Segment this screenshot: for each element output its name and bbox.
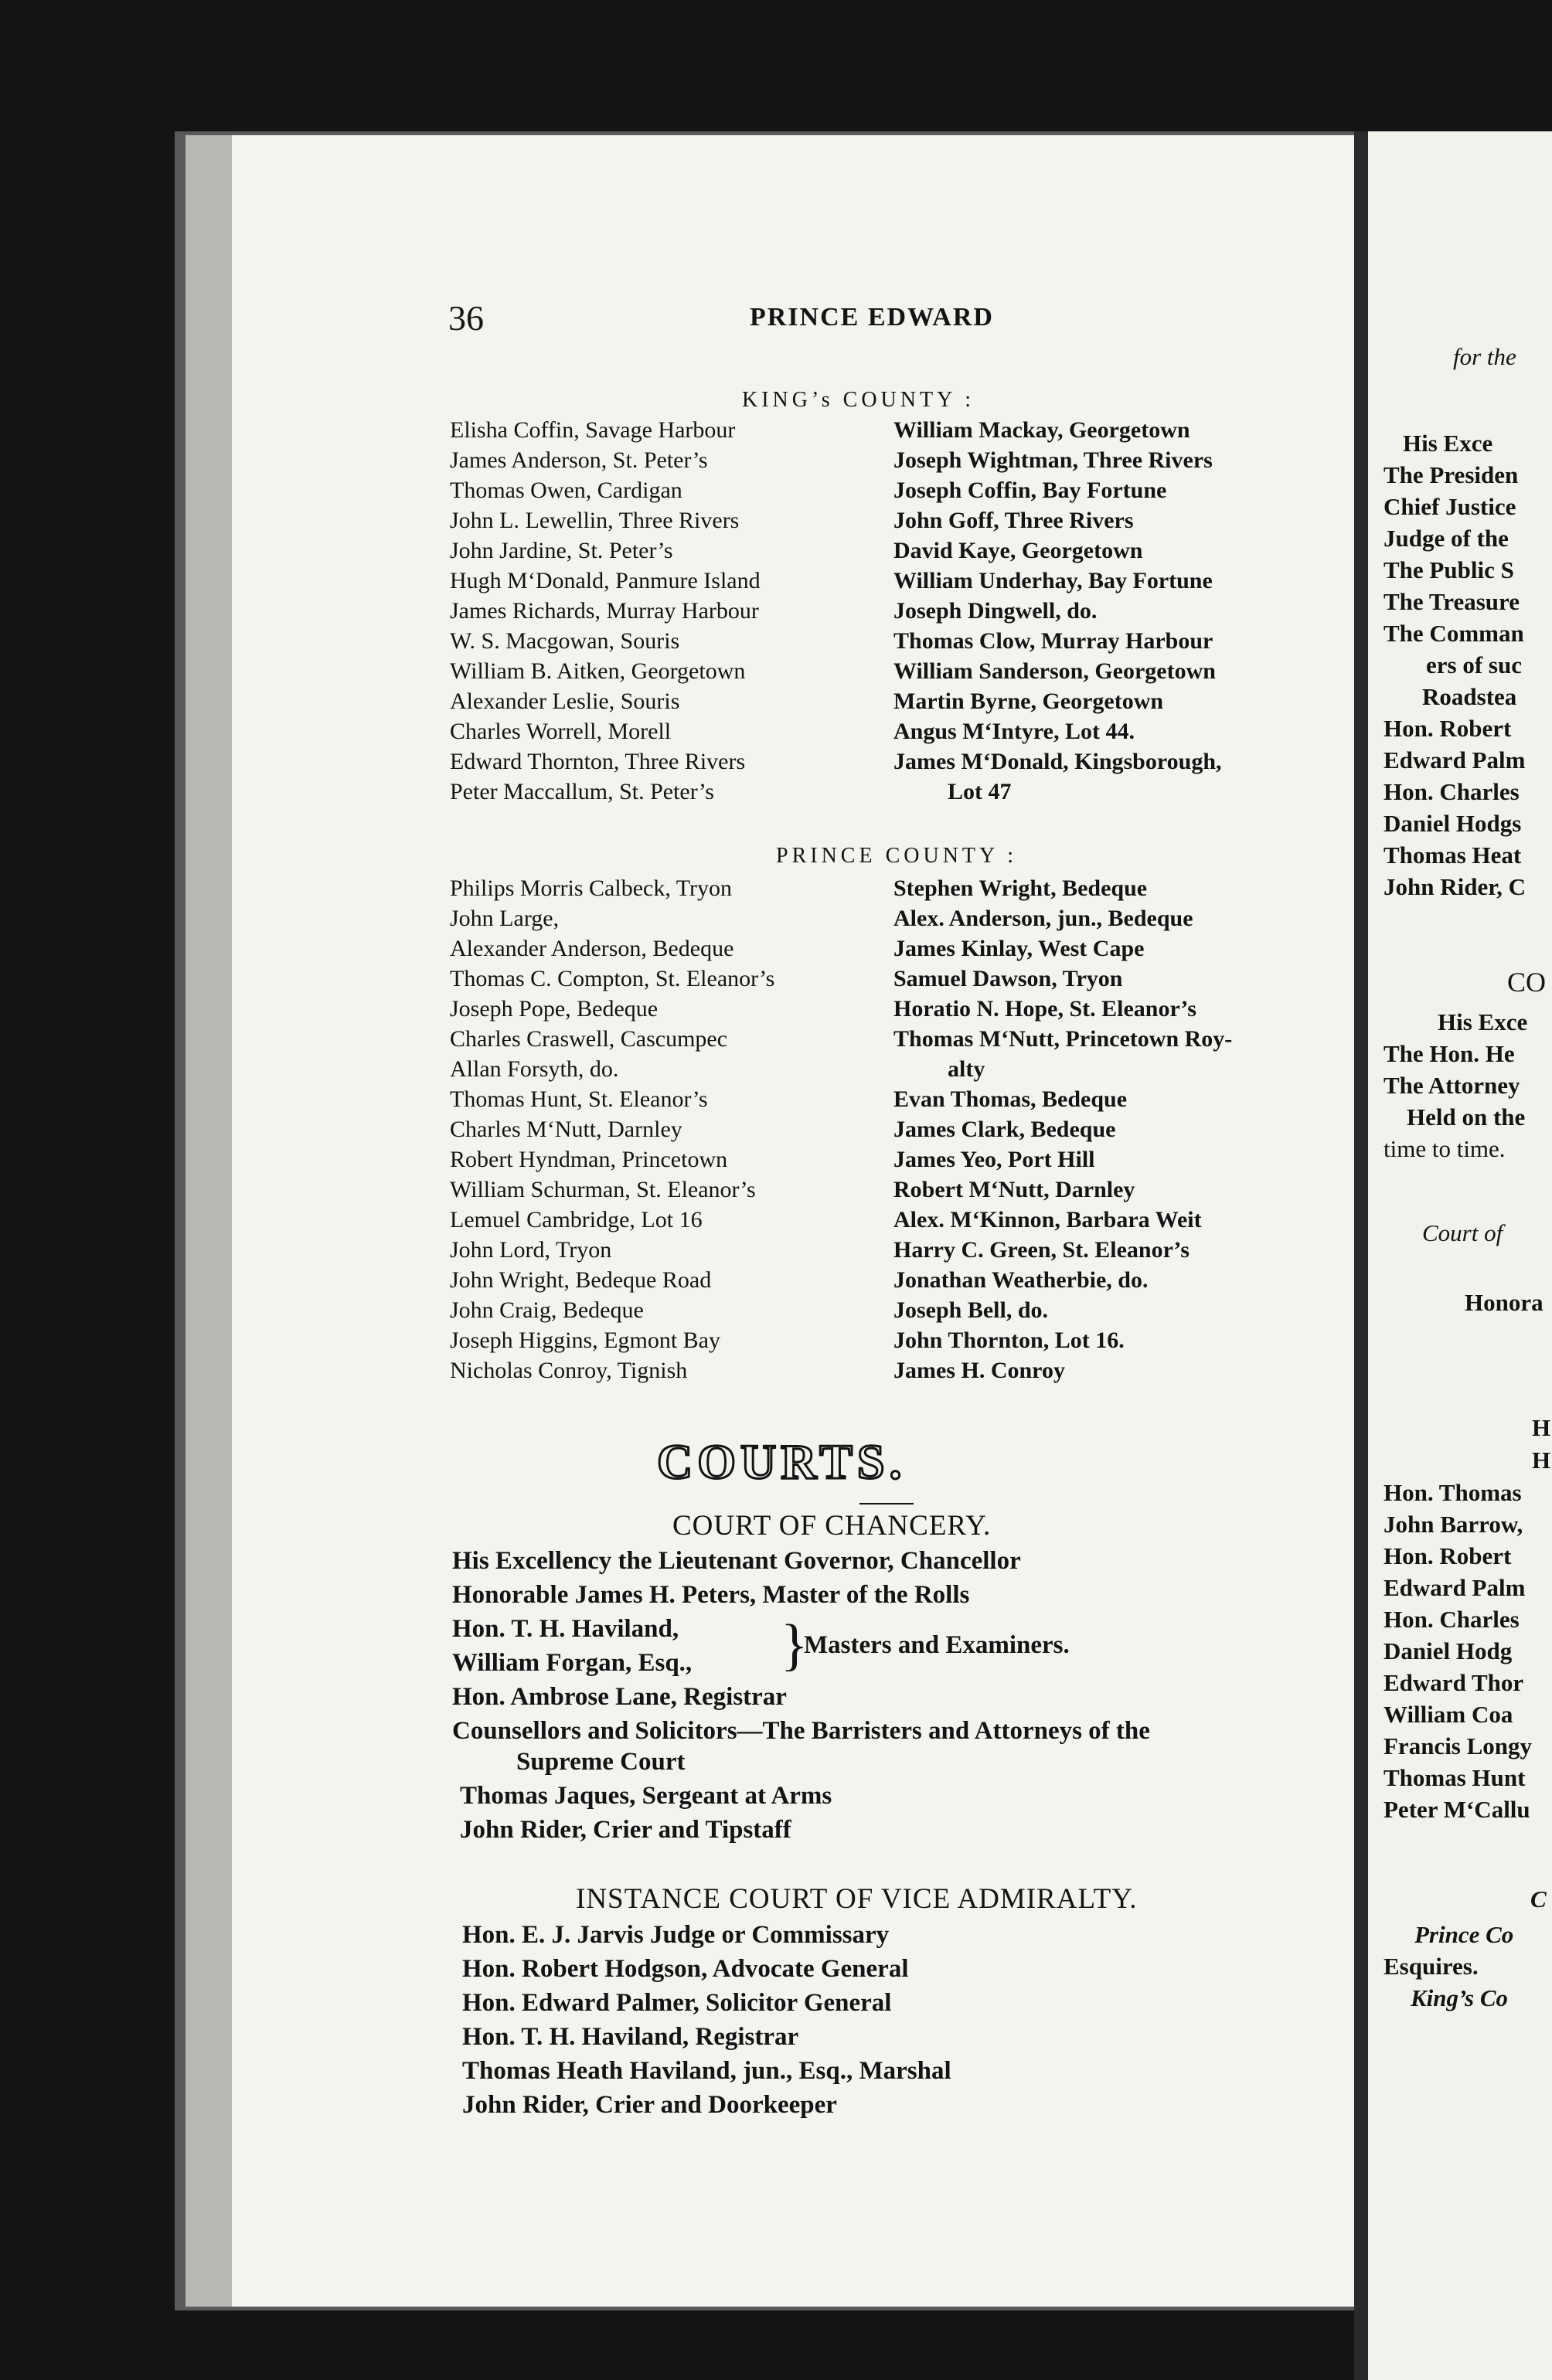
facing-page-line: H: [1532, 1414, 1551, 1441]
facing-page-line: Held on the: [1407, 1103, 1526, 1130]
facing-page-line: Hon. Charles: [1384, 1606, 1520, 1633]
list-item: James Anderson, St. Peter’s: [450, 447, 708, 473]
list-item: Thomas C. Compton, St. Eleanor’s: [450, 966, 775, 991]
page-edge: [185, 135, 232, 2307]
admiralty-line: Hon. Robert Hodgson, Advocate General: [462, 1955, 909, 1983]
list-item: Alex. M‘Kinnon, Barbara Weit: [893, 1207, 1202, 1232]
kings-county-right-column: [893, 415, 1222, 807]
list-item: Philips Morris Calbeck, Tryon: [450, 876, 733, 901]
facing-page-line: The Presiden: [1384, 461, 1519, 488]
admiralty-line: Hon. Edward Palmer, Solicitor General: [462, 1989, 892, 2017]
list-item: Alexander Anderson, Bedeque: [450, 936, 734, 961]
chancery-line: Hon. Ambrose Lane, Registrar: [452, 1683, 787, 1711]
facing-page-line: King’s Co: [1411, 1984, 1509, 2011]
prince-county-right-column: [893, 873, 1232, 1386]
list-item: William Schurman, St. Eleanor’s: [450, 1177, 756, 1202]
list-item: Nicholas Conroy, Tignish: [450, 1358, 688, 1383]
list-item: Horatio N. Hope, St. Eleanor’s: [893, 996, 1196, 1022]
list-item: John Wright, Bedeque Road: [450, 1267, 712, 1293]
list-item: Alex. Anderson, jun., Bedeque: [893, 906, 1193, 931]
list-item: Joseph Higgins, Egmont Bay: [450, 1328, 720, 1353]
masters-label: Masters and Examiners.: [804, 1631, 1070, 1659]
facing-page-line: The Comman: [1384, 620, 1524, 647]
list-item: Thomas Hunt, St. Eleanor’s: [450, 1086, 708, 1112]
list-item: Samuel Dawson, Tryon: [893, 966, 1123, 991]
facing-page-line: John Barrow,: [1384, 1511, 1523, 1538]
facing-page-line: C: [1530, 1885, 1547, 1912]
list-item: Charles Worrell, Morell: [450, 719, 672, 744]
prince-county-left-column: [450, 873, 774, 1386]
facing-page-line: Honora: [1465, 1289, 1543, 1316]
list-item: Joseph Coffin, Bay Fortune: [893, 478, 1167, 503]
facing-page-line: The Attorney: [1384, 1072, 1520, 1099]
list-item: Peter Maccallum, St. Peter’s: [450, 779, 714, 804]
list-item: Joseph Bell, do.: [893, 1297, 1049, 1323]
admiralty-line: Hon. E. J. Jarvis Judge or Commissary: [462, 1921, 890, 1949]
facing-page-line: Daniel Hodg: [1384, 1637, 1513, 1664]
list-item: James M‘Donald, Kingsborough,: [893, 749, 1222, 774]
list-item: Joseph Pope, Bedeque: [450, 996, 659, 1022]
chancery-heading: COURT OF CHANCERY.: [672, 1510, 992, 1542]
facing-page-line: Judge of the: [1384, 525, 1509, 552]
list-item: John Thornton, Lot 16.: [893, 1328, 1125, 1353]
list-item: Charles Craswell, Cascumpec: [450, 1026, 728, 1052]
list-item: William Sanderson, Georgetown: [893, 658, 1216, 684]
list-item: John Craig, Bedeque: [450, 1297, 644, 1323]
list-item: alty: [948, 1056, 985, 1082]
brace-symbol: }: [781, 1613, 808, 1677]
admiralty-line: John Rider, Crier and Doorkeeper: [462, 2091, 837, 2119]
chancery-line: Thomas Jaques, Sergeant at Arms: [460, 1782, 832, 1810]
list-item: Harry C. Green, St. Eleanor’s: [893, 1237, 1190, 1263]
chancery-line: William Forgan, Esq.,: [452, 1649, 693, 1677]
chancery-line: Honorable James H. Peters, Master of the Rolls: [452, 1581, 970, 1609]
chancery-line: John Rider, Crier and Tipstaff: [460, 1816, 791, 1844]
list-item: John L. Lewellin, Three Rivers: [450, 508, 740, 533]
facing-page-line: His Exce: [1438, 1008, 1528, 1035]
list-item: Charles M‘Nutt, Darnley: [450, 1117, 682, 1142]
facing-page-line: time to time.: [1384, 1135, 1506, 1162]
facing-page-line: Hon. Robert: [1384, 715, 1512, 742]
facing-page-line: Hon. Thomas: [1384, 1479, 1522, 1506]
prince-county-heading: PRINCE COUNTY :: [776, 844, 1017, 868]
list-item: William Underhay, Bay Fortune: [893, 568, 1213, 593]
list-item: Robert Hyndman, Princetown: [450, 1147, 728, 1172]
list-item: John Lord, Tryon: [450, 1237, 612, 1263]
list-item: Martin Byrne, Georgetown: [893, 688, 1164, 714]
list-item: Stephen Wright, Bedeque: [893, 876, 1148, 901]
list-item: Evan Thomas, Bedeque: [893, 1086, 1128, 1112]
facing-page-line: William Coa: [1384, 1701, 1513, 1728]
running-head: PRINCE EDWARD: [750, 303, 994, 332]
facing-page-line: Daniel Hodgs: [1384, 810, 1522, 837]
facing-page-line: Peter M‘Callu: [1384, 1796, 1530, 1823]
chancery-line: Hon. T. H. Haviland,: [452, 1615, 679, 1643]
list-item: James H. Conroy: [893, 1358, 1065, 1383]
facing-page-line: Roadstea: [1422, 683, 1517, 710]
facing-page-line: The Treasure: [1384, 588, 1520, 615]
facing-page-line: His Exce: [1403, 430, 1493, 457]
facing-page-line: Thomas Hunt: [1384, 1764, 1526, 1791]
list-item: William B. Aitken, Georgetown: [450, 658, 746, 684]
facing-page-line: ers of suc: [1426, 651, 1522, 678]
page-number: 36: [448, 298, 484, 338]
list-item: David Kaye, Georgetown: [893, 538, 1143, 563]
vice-admiralty-heading: INSTANCE COURT OF VICE ADMIRALTY.: [576, 1883, 1138, 1915]
list-item: Allan Forsyth, do.: [450, 1056, 619, 1082]
list-item: Thomas Clow, Murray Harbour: [893, 628, 1213, 654]
list-item: James Kinlay, West Cape: [893, 936, 1145, 961]
facing-page-line: Court of: [1422, 1219, 1503, 1246]
list-item: Lot 47: [948, 779, 1012, 804]
chancery-line: Counsellors and Solicitors—The Barristers and Attorneys of the: [452, 1717, 1150, 1745]
kings-county-left-column: [450, 415, 761, 807]
courts-title: COURTS.: [657, 1434, 907, 1489]
list-item: Lemuel Cambridge, Lot 16: [450, 1207, 703, 1232]
facing-page-line: for the: [1453, 343, 1516, 370]
list-item: Joseph Dingwell, do.: [893, 598, 1098, 624]
list-item: Thomas M‘Nutt, Princetown Roy-: [893, 1026, 1233, 1052]
list-item: James Clark, Bedeque: [893, 1117, 1116, 1142]
list-item: Joseph Wightman, Three Rivers: [893, 447, 1213, 473]
facing-page-line: Chief Justice: [1384, 493, 1516, 520]
list-item: Angus M‘Intyre, Lot 44.: [893, 719, 1135, 744]
chancery-line: His Excellency the Lieutenant Governor, Chancellor: [452, 1547, 1021, 1575]
facing-page-line: CO: [1507, 967, 1547, 998]
facing-page-line: Hon. Robert: [1384, 1542, 1512, 1569]
facing-page-line: The Public S: [1384, 556, 1514, 583]
list-item: William Mackay, Georgetown: [893, 417, 1190, 443]
facing-page-line: Edward Palm: [1384, 1574, 1526, 1601]
list-item: Thomas Owen, Cardigan: [450, 478, 682, 503]
list-item: W. S. Macgowan, Souris: [450, 628, 680, 654]
list-item: Jonathan Weatherbie, do.: [893, 1267, 1149, 1293]
facing-page-line: H: [1532, 1447, 1551, 1474]
list-item: John Jardine, St. Peter’s: [450, 538, 673, 563]
list-item: Hugh M‘Donald, Panmure Island: [450, 568, 761, 593]
facing-page-line: Thomas Heat: [1384, 842, 1522, 869]
admiralty-line: Thomas Heath Haviland, jun., Esq., Marshal: [462, 2057, 951, 2085]
facing-page-line: John Rider, C: [1384, 873, 1526, 900]
facing-page-line: Francis Longy: [1384, 1732, 1533, 1760]
facing-page-line: Esquires.: [1384, 1953, 1479, 1980]
facing-page-line: Edward Thor: [1384, 1669, 1524, 1696]
list-item: John Large,: [450, 906, 560, 931]
list-item: Elisha Coffin, Savage Harbour: [450, 417, 736, 443]
facing-page-line: Hon. Charles: [1384, 778, 1520, 805]
facing-page-line: Prince Co: [1414, 1921, 1514, 1948]
facing-page-line: The Hon. He: [1384, 1040, 1515, 1067]
list-item: Edward Thornton, Three Rivers: [450, 749, 746, 774]
admiralty-line: Hon. T. H. Haviland, Registrar: [462, 2023, 799, 2051]
list-item: Robert M‘Nutt, Darnley: [893, 1177, 1135, 1202]
kings-county-heading: KING’s COUNTY :: [742, 388, 975, 412]
list-item: John Goff, Three Rivers: [893, 508, 1134, 533]
list-item: James Yeo, Port Hill: [893, 1147, 1095, 1172]
list-item: James Richards, Murray Harbour: [450, 598, 759, 624]
facing-page-line: Edward Palm: [1384, 746, 1526, 774]
chancery-line: Supreme Court: [516, 1748, 686, 1776]
divider: [859, 1503, 914, 1504]
list-item: Alexander Leslie, Souris: [450, 688, 680, 714]
